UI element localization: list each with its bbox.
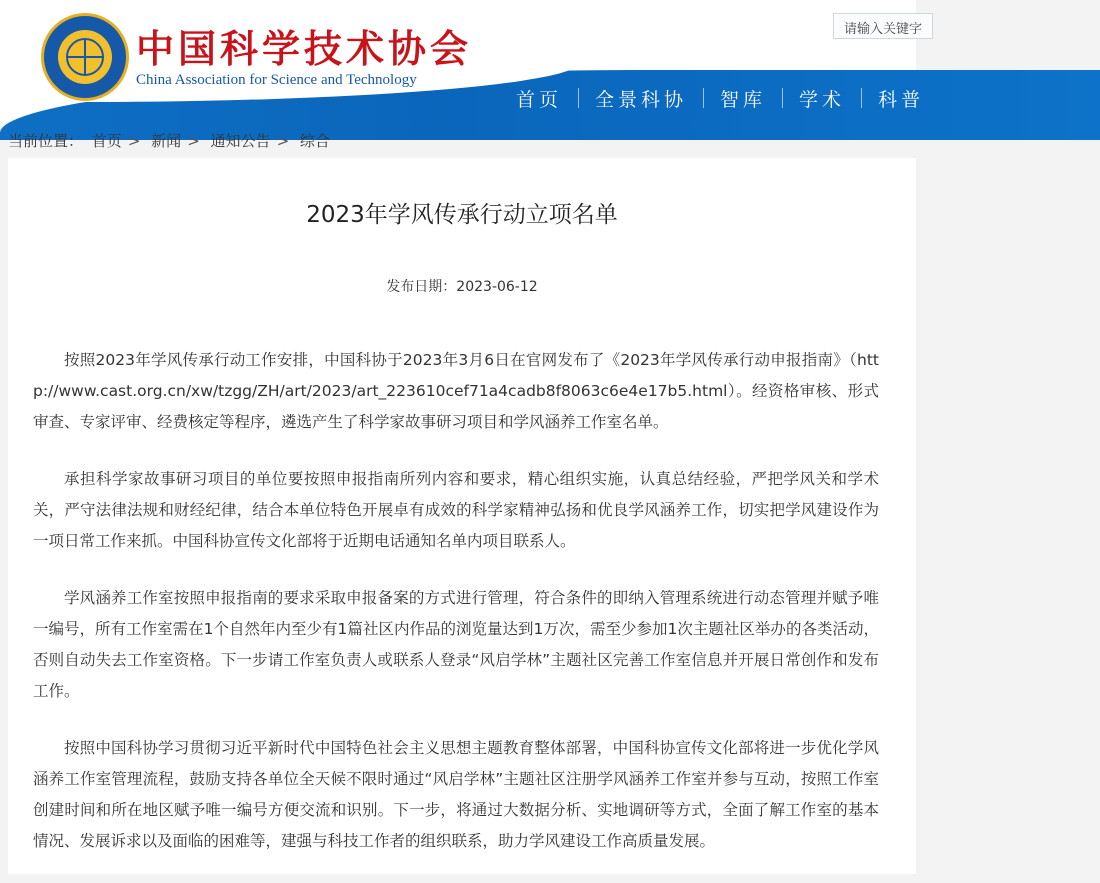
breadcrumb-notices[interactable]: 通知公告 [210, 132, 271, 150]
site-name-en: China Association for Science and Technology [136, 72, 417, 88]
breadcrumb [8, 130, 334, 151]
cast-emblem-icon[interactable] [41, 13, 129, 101]
breadcrumb-home[interactable]: 首页 [91, 132, 122, 150]
breadcrumb-separator: > [276, 132, 290, 150]
breadcrumb-separator: > [127, 132, 141, 150]
nav-item-thinktank[interactable]: 智库 [720, 88, 767, 111]
article-body [33, 345, 879, 883]
article-paragraph: 按照中国科协学习贯彻习近平新时代中国特色社会主义思想主题教育整体部署，中国科协宣传文化部将进一步优化学风涵养工作室管理流程，鼓励支持各单位全天候不限时通过“风启学林”主题社区注册学风涵养工作室并参与互动，按照工作室创建时间和所在地区赋予唯一编号方便交流和识别。下一步，将通过大数据分析、实地调研等方式，全面了解工作室的基本情况、发展诉求以及面临的困难等，建强与科技工作者的组织联系，助力学风建设工作高质量发展。 [33, 739, 879, 850]
nav-item-science-pop[interactable]: 科普 [878, 88, 925, 111]
search-input[interactable]: 请输入关键字 [833, 13, 933, 39]
nav-item-overview[interactable]: 全景科协 [595, 88, 688, 111]
nav-item-academic[interactable]: 学术 [799, 88, 846, 111]
site-header [0, 0, 925, 122]
breadcrumb-label: 当前位置： [8, 132, 84, 150]
article-paragraph: 学风涵养工作室按照申报指南的要求采取申报备案的方式进行管理，符合条件的即纳入管理系统进行动态管理并赋予唯一编号，所有工作室需在1个自然年内至少有1篇社区内作品的浏览量达到1万次，需至少参加1次主题社区举办的各类活动，否则自动失去工作室资格。下一步请工作室负责人或联系人登录“风启学林”主题社区完善工作室信息并开展日常创作和发布工作。 [33, 589, 879, 700]
article-paragraph: 按照2023年学风传承行动工作安排，中国科协于2023年3月6日在官网发布了《2023年学风传承行动申报指南》（http://www.cast.org.cn/xw/tzgg/ZH/art/2023/art_223610cef71a4cadb8f8063c6e4e17b5.html）。经资格审核、形式审查、专家评审、经费核定等程序，遴选产生了科学家故事研习项目和学风涵养工作室名单。 [33, 351, 879, 431]
publish-date: 发布日期：2023-06-12 [386, 279, 538, 295]
article-paragraph: 承担科学家故事研习项目的单位要按照申报指南所列内容和要求，精心组织实施，认真总结经验，严把学风关和学术关，严守法律法规和财经纪律，结合本单位特色开展卓有成效的科学家精神弘扬和优良学风涵养工作，切实把学风建设作为一项日常工作来抓。中国科协宣传文化部将于近期电话通知名单内项目联系人。 [33, 470, 879, 550]
globe-icon [66, 38, 104, 76]
article-container [8, 158, 916, 874]
page-title: 2023年学风传承行动立项名单 [306, 202, 618, 228]
nav-item-home[interactable]: 首页 [516, 88, 563, 111]
breadcrumb-separator: > [187, 132, 200, 150]
breadcrumb-general[interactable]: 综合 [299, 132, 330, 150]
site-name-cn[interactable]: 中国科学技术协会 [136, 26, 473, 71]
breadcrumb-news[interactable]: 新闻 [151, 132, 182, 150]
main-nav [500, 80, 940, 116]
